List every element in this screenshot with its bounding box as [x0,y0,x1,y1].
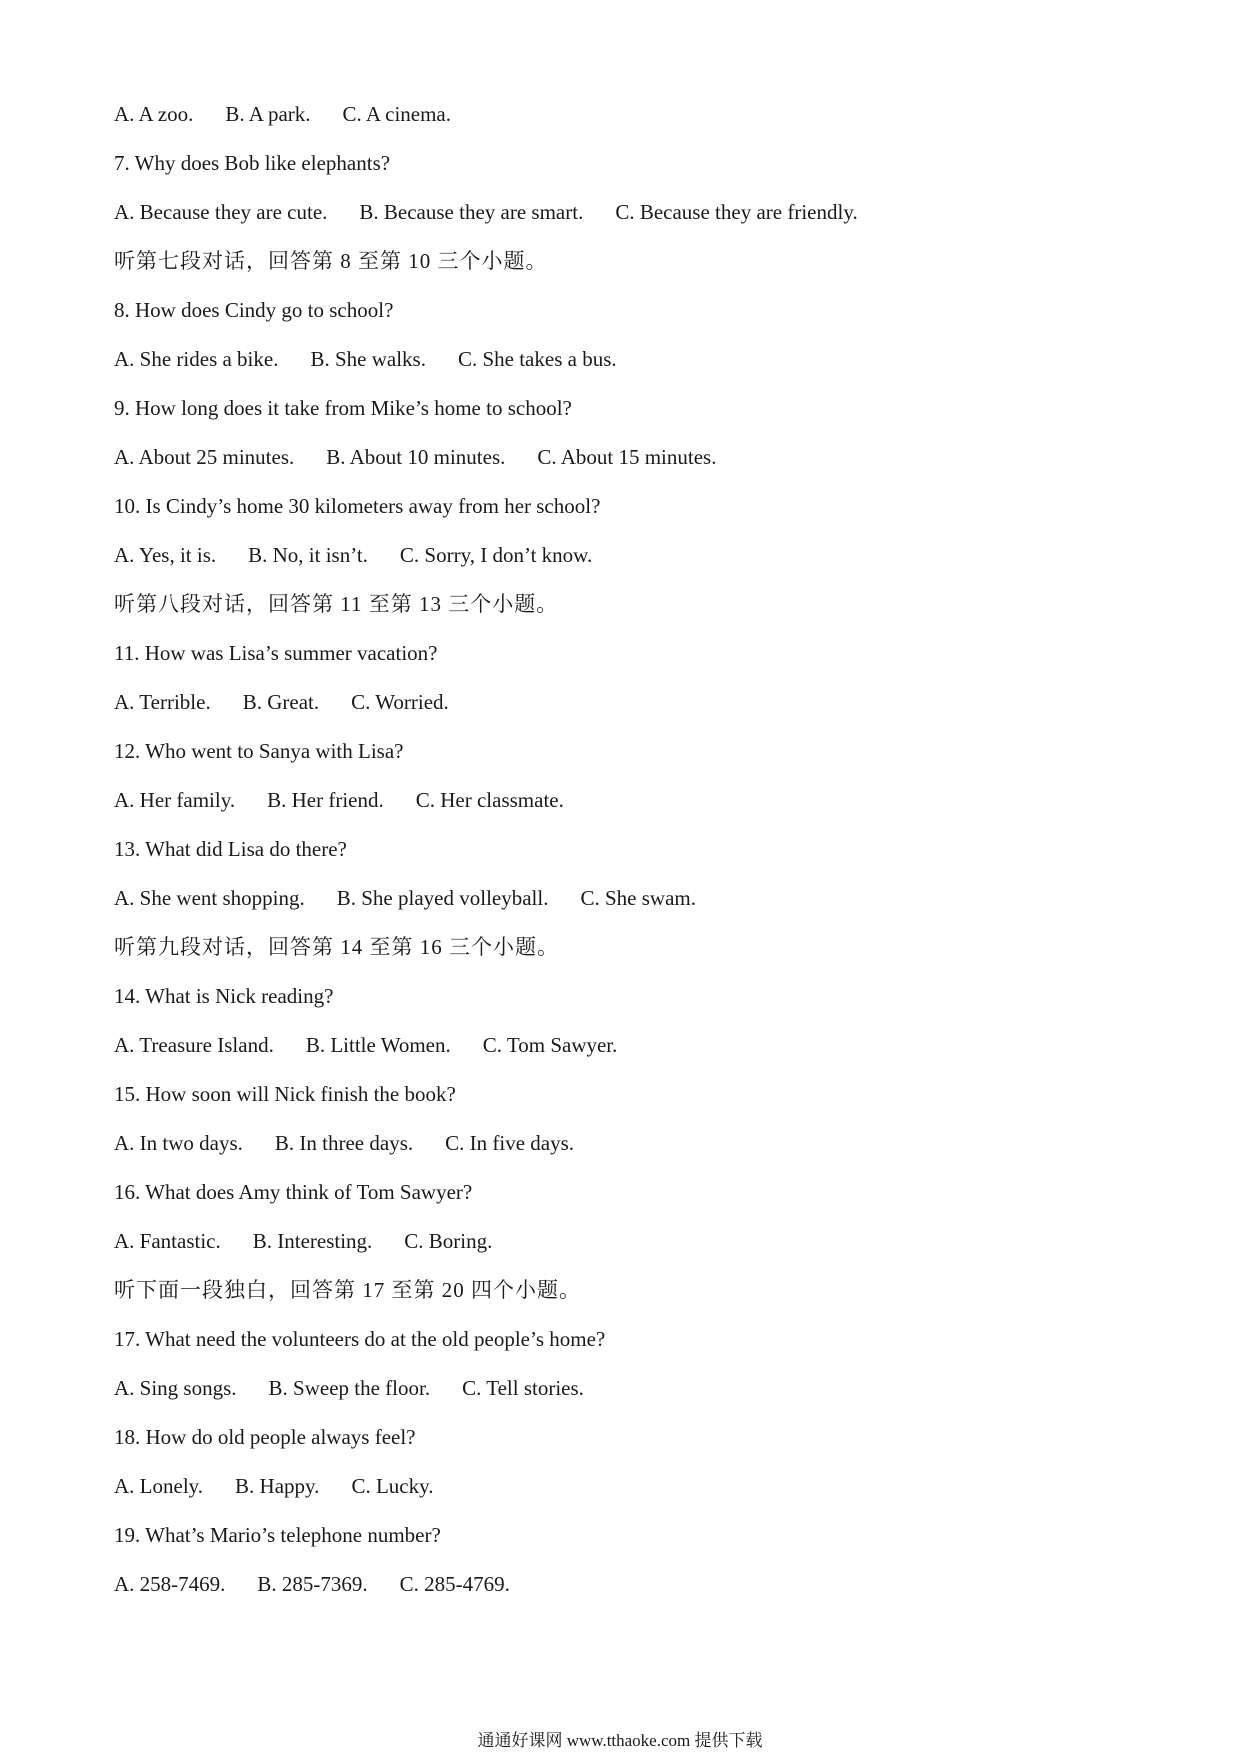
answer-option: A. A zoo. [114,102,194,126]
answer-option: B. She walks. [310,347,426,371]
answer-options [114,884,1124,933]
answer-option: C. She takes a bus. [457,347,617,371]
answer-option: A. Sing songs. [114,1376,237,1400]
section-instruction: 听第八段对话，回答第 11 至第 13 三个小题。 [114,592,559,616]
answer-option: C. 285-4769. [399,1572,510,1596]
question-text: 13. What did Lisa do there? [114,837,347,861]
answer-option: A. Terrible. [114,690,211,714]
answer-option: A. In two days. [114,1131,243,1155]
answer-option: C. In five days. [445,1131,575,1155]
answer-option: B. About 10 minutes. [326,445,506,469]
answer-options [114,1472,1124,1521]
question-text: 7. Why does Bob like elephants? [114,151,391,175]
answer-option: C. A cinema. [342,102,452,126]
question-text: 14. What is Nick reading? [114,984,334,1008]
answer-options [114,1570,1124,1619]
answer-option: B. 285-7369. [257,1572,368,1596]
question-text: 9. How long does it take from Mike’s home to school? [114,396,572,420]
answer-option: C. Boring. [404,1229,493,1253]
answer-option: B. A park. [225,102,311,126]
answer-option: C. About 15 minutes. [537,445,717,469]
answer-options [114,1374,1124,1423]
question-text: 18. How do old people always feel? [114,1425,416,1449]
section-instruction: 听下面一段独白，回答第 17 至第 20 四个小题。 [114,1278,581,1302]
answer-options [114,1129,1124,1178]
question-text: 11. How was Lisa’s summer vacation? [114,641,438,665]
answer-option: C. Tell stories. [462,1376,584,1400]
answer-options [114,198,1124,247]
answer-option: B. She played volleyball. [336,886,549,910]
answer-option: B. Great. [242,690,320,714]
answer-option: B. No, it isn’t. [248,543,368,567]
answer-option: B. Her friend. [267,788,384,812]
answer-option: A. About 25 minutes. [114,445,295,469]
document-body [114,100,1124,1619]
answer-option: C. She swam. [580,886,696,910]
answer-option: C. Sorry, I don’t know. [399,543,593,567]
page-footer: 通通好课网 www.tthaoke.com 提供下载 [477,1731,763,1750]
answer-options [114,786,1124,835]
answer-option: A. Treasure Island. [114,1033,274,1057]
question-text: 12. Who went to Sanya with Lisa? [114,739,404,763]
answer-option: C. Tom Sawyer. [482,1033,618,1057]
question-text: 19. What’s Mario’s telephone number? [114,1523,441,1547]
answer-options [114,541,1124,590]
answer-option: A. Lonely. [114,1474,204,1498]
question-text: 8. How does Cindy go to school? [114,298,394,322]
answer-option: C. Because they are friendly. [615,200,858,224]
answer-option: B. Because they are smart. [359,200,584,224]
answer-option: B. In three days. [274,1131,414,1155]
answer-option: A. Yes, it is. [114,543,217,567]
answer-options [114,345,1124,394]
answer-option: C. Worried. [351,690,449,714]
answer-option: A. 258-7469. [114,1572,226,1596]
answer-options [114,443,1124,492]
answer-option: A. She rides a bike. [114,347,279,371]
answer-option: C. Her classmate. [415,788,564,812]
section-instruction: 听第九段对话，回答第 14 至第 16 三个小题。 [114,935,559,959]
answer-option: A. Fantastic. [114,1229,221,1253]
answer-options [114,688,1124,737]
answer-option: A. Because they are cute. [114,200,328,224]
answer-option: B. Happy. [235,1474,320,1498]
answer-options [114,1227,1124,1276]
section-instruction: 听第七段对话，回答第 8 至第 10 三个小题。 [114,249,548,273]
question-text: 17. What need the volunteers do at the old people’s home? [114,1327,606,1351]
answer-option: B. Interesting. [252,1229,373,1253]
answer-option: A. She went shopping. [114,886,305,910]
answer-options [114,1031,1124,1080]
answer-option: B. Little Women. [305,1033,451,1057]
question-text: 10. Is Cindy’s home 30 kilometers away from her school? [114,494,601,518]
answer-options [114,100,1124,149]
answer-option: A. Her family. [114,788,236,812]
question-text: 16. What does Amy think of Tom Sawyer? [114,1180,473,1204]
question-text: 15. How soon will Nick finish the book? [114,1082,456,1106]
answer-option: B. Sweep the floor. [268,1376,431,1400]
answer-option: C. Lucky. [351,1474,434,1498]
